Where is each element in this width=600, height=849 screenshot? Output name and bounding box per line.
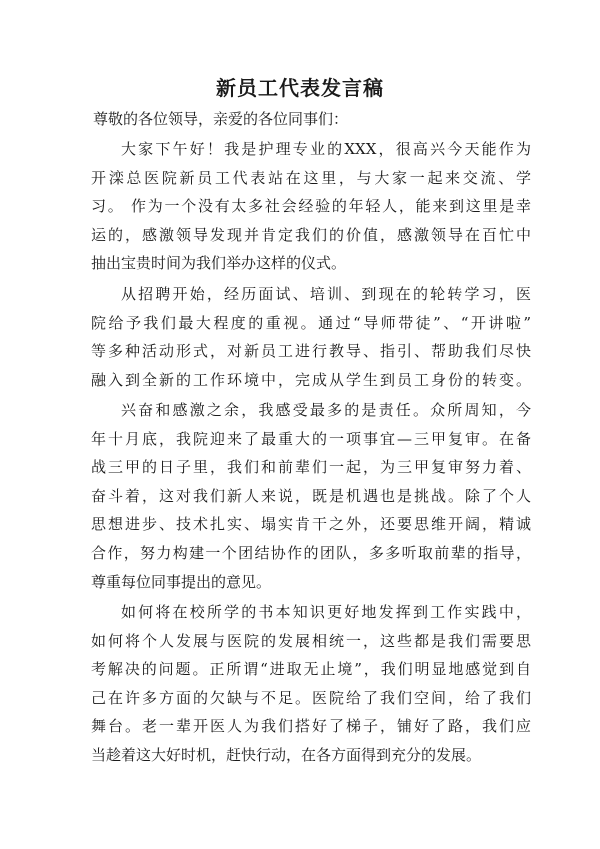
paragraph-line: 当趁着这大好时机，赶快行动，在各方面得到充分的发展。 — [91, 745, 482, 764]
paragraph-line: 兴奋和感激之余，我感受最多的是责任。众所周知，今 — [121, 401, 531, 419]
paragraph-line: 习。 作为一个没有太多社会经验的年轻人，能来到这里是幸 — [91, 197, 531, 216]
paragraph-line: 从招聘开始，经历面试、培训、到现在的轮转学习，医 — [121, 285, 531, 303]
paragraph-line: 舞台。老一辈开医人为我们搭好了梯子，铺好了路，我们应 — [91, 717, 531, 736]
paragraph-line: 开滦总医院新员工代表站在这里，与大家一起来交流、学 — [91, 168, 531, 187]
paragraph-line: 考解决的问题。正所谓“进取无止境”，我们明显地感觉到自 — [91, 660, 531, 679]
paragraph-2 — [91, 280, 531, 394]
paragraph-line: 思想进步、技术扎实、塌实肯干之外，还要思维开阔，精诚 — [91, 515, 531, 534]
paragraph-line: 己在许多方面的欠缺与不足。医院给了我们空间，给了我们 — [91, 688, 531, 707]
paragraph-line: 年十月底，我院迎来了最重大的一项事宜—三甲复审。在备 — [91, 429, 531, 448]
paragraph-line: 战三甲的日子里，我们和前辈们一起，为三甲复审努力着、 — [91, 458, 531, 477]
salutation: 尊敬的各位领导，亲爱的各位同事们： — [93, 110, 349, 128]
page-title: 新员工代表发言稿 — [216, 76, 384, 100]
paragraph-line: 抽出宝贵时间为我们举办这样的仪式。 — [91, 254, 347, 273]
paragraph-line: 等多种活动形式，对新员工进行教导、指引、帮助我们尽快 — [91, 342, 531, 361]
paragraph-line: 运的，感激领导发现并肯定我们的价值，感激领导在百忙中 — [91, 225, 531, 244]
paragraph-line: 奋斗着，这对我们新人来说，既是机遇也是挑战。除了个人 — [91, 486, 531, 505]
paragraph-4 — [91, 598, 531, 770]
paragraph-line: 院给予我们最大程度的重视。通过“导师带徒”、“开讲啦” — [91, 313, 531, 332]
paragraph-3 — [91, 396, 531, 596]
paragraph-line: 融入到全新的工作环境中，完成从学生到员工身份的转变。 — [91, 370, 531, 389]
paragraph-line: 如何将个人发展与医院的发展相统一，这些都是我们需要思 — [91, 631, 531, 650]
paragraph-line: 尊重每位同事提出的意见。 — [91, 572, 272, 591]
paragraph-line: 大家下午好！我是护理专业的XXX，很高兴今天能作为 — [121, 140, 531, 158]
paragraph-line: 如何将在校所学的书本知识更好地发挥到工作实践中， — [121, 603, 531, 621]
paragraph-1 — [91, 135, 531, 278]
paragraph-line: 合作，努力构建一个团结协作的团队，多多听取前辈的指导， — [91, 543, 531, 562]
